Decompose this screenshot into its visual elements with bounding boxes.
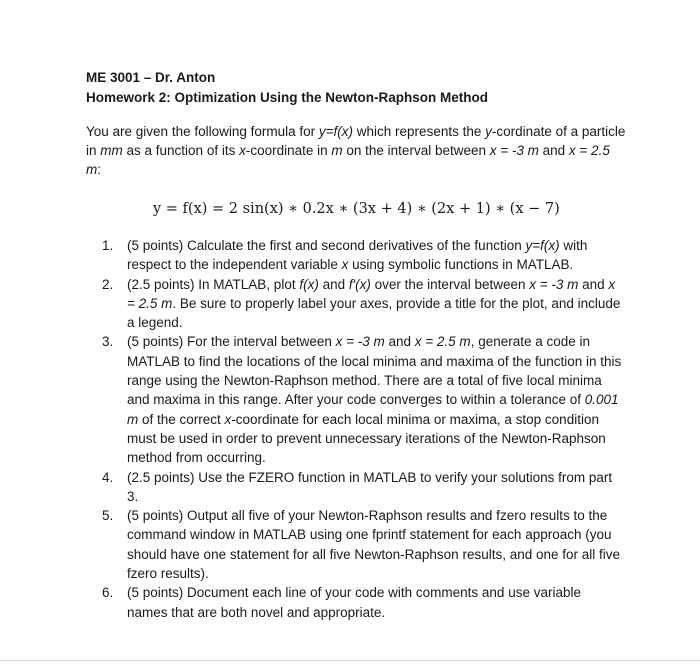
formula: y = f(x) = 2 sin(x) ∗ 0.2x ∗ (3x + 4) ∗ (2x + 1) ∗ (x − 7) — [153, 201, 560, 217]
problem-text: (5 points) For the interval between — [127, 334, 336, 350]
problem-text: over the interval between — [370, 276, 530, 292]
problem-text: y=f(x) — [525, 238, 560, 253]
page-divider — [0, 660, 700, 661]
intro-text: -cordinate of a particle in — [86, 124, 626, 158]
problem-text: f′(x) — [348, 276, 371, 292]
problem-text: 0.001 m — [127, 392, 619, 427]
intro-text: which represents the — [353, 124, 486, 139]
problem-text: , generate a code in MATLAB to find the locations of the local minima and maxima of the function in this range using the Newton-Raphson method. There are a total of five local minima and maxima in this range. After your code converges to within a tolerance of — [127, 334, 622, 408]
problem-text: x = 2.5 m — [414, 334, 471, 350]
problem-item — [102, 236, 622, 275]
problem-text: x = -3 m — [335, 334, 385, 350]
problem-list — [102, 236, 622, 622]
problem-text: and — [578, 276, 609, 292]
problem-text: (5 points) Calculate the first and second derivatives of the function — [127, 238, 526, 253]
problem-text: (5 points) Output all five of your Newton-Raphson results and fzero results to the command window in MATLAB using one fprintf statement for each approach (you should have one statement for all five Newton-Raphson results, and one for all five fzero results). — [127, 508, 621, 582]
problem-text: and — [318, 276, 349, 292]
intro-text: mm — [100, 143, 123, 158]
problem-text: x = -3 m — [529, 276, 579, 292]
problem-text: (2.5 points) In MATLAB, plot — [127, 276, 300, 292]
problem-item — [102, 583, 622, 622]
problem-number: 6. — [102, 585, 114, 601]
intro-text: : — [97, 162, 102, 177]
homework-title: Homework 2: Optimization Using the Newton-Raphson Method — [86, 90, 489, 105]
problem-text: f(x) — [299, 276, 319, 292]
intro-text: x = -3 m — [489, 143, 539, 158]
problem-number: 2. — [102, 276, 114, 292]
problem-text: . Be sure to properly label your axes, provide a title for the plot, and include a legend. — [127, 295, 621, 331]
problem-text: -coordinate for each local minima or maxima, a stop condition must be used in order to prevent unnecessary iterations of the Newton-Raphson method from occurring. — [127, 411, 606, 466]
intro-text: as a function of its — [122, 143, 240, 158]
problem-text: x = 2.5 m — [127, 276, 616, 311]
intro-text: x = 2.5 m — [86, 143, 610, 177]
intro-text: on the interval between — [342, 143, 490, 158]
problem-number: 1. — [102, 238, 114, 253]
problem-item — [102, 468, 622, 507]
intro-text: y — [485, 124, 492, 139]
problem-item — [102, 332, 622, 467]
intro-text: m — [331, 143, 343, 158]
problem-number: 4. — [102, 469, 114, 485]
problem-text: x — [341, 257, 349, 273]
document-header — [86, 68, 488, 108]
problem-text: (2.5 points) Use the FZERO function in MATLAB to verify your solutions from part 3. — [127, 469, 613, 504]
intro-text: and — [538, 143, 569, 158]
course-title: ME 3001 – Dr. Anton — [86, 70, 216, 85]
intro-text: y=f(x) — [318, 124, 354, 139]
problem-item — [102, 275, 622, 333]
intro-text: x — [239, 143, 246, 158]
problem-text: of the correct — [138, 411, 225, 427]
problem-number: 5. — [102, 508, 114, 524]
problem-text: (5 points) Document each line of your code with comments and use variable names that are both novel and appropriate. — [127, 585, 581, 620]
intro-text: -coordinate in — [245, 143, 332, 158]
problem-text: and — [384, 334, 415, 350]
problem-text: using symbolic functions in MATLAB. — [348, 257, 574, 273]
problem-text: with respect to the independent variable — [127, 238, 588, 273]
intro-paragraph — [86, 122, 626, 179]
problem-text: x — [224, 411, 232, 427]
problem-number: 3. — [102, 334, 114, 350]
intro-text: You are given the following formula for — [86, 124, 319, 139]
problem-item — [102, 506, 622, 583]
